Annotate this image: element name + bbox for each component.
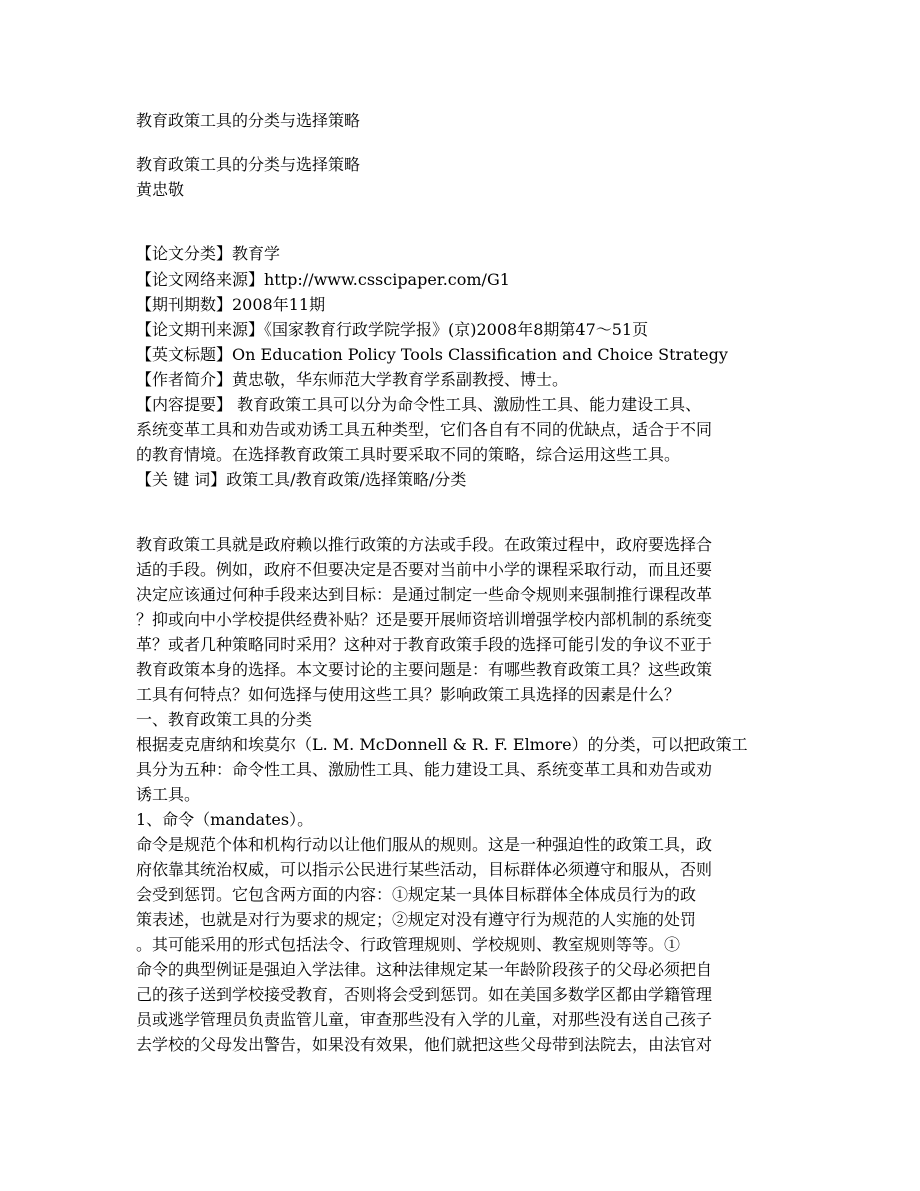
meta-abstract-line: 的教育情境。在选择教育政策工具时要采取不同的策略，综合运用这些工具。 [136,445,681,464]
meta-keywords: 【关 键 词】政策工具/教育政策/选择策略/分类 [136,470,467,489]
meta-abstract-line: 【内容提要】 教育政策工具可以分为命令性工具、激励性工具、能力建设工具、 [136,395,702,414]
body-line: 己的孩子送到学校接受教育，否则将会受到惩罚。如在美国多数学区都由学籍管理 [136,985,713,1004]
document-title: 教育政策工具的分类与选择策略 [136,111,361,130]
meta-english-title: 【英文标题】On Education Policy Tools Classification and Choice Strategy [136,345,728,364]
body-line: 去学校的父母发出警告，如果没有效果，他们就把这些父母带到法院去，由法官对 [136,1035,713,1054]
meta-abstract-line: 系统变革工具和劝告或劝诱工具五种类型，它们各自有不同的优缺点，适合于不同 [136,420,713,439]
body-line: 。其可能采用的形式包括法令、行政管理规则、学校规则、教室规则等等。① [136,935,681,954]
meta-category: 【论文分类】教育学 [136,244,281,263]
body-line: 教育政策本身的选择。本文要讨论的主要问题是：有哪些教育政策工具？这些政策 [136,660,713,679]
body-line: 革？或者几种策略同时采用？这种对于教育政策手段的选择可能引发的争议不亚于 [136,635,713,654]
section-heading: 一、教育政策工具的分类 [136,710,313,729]
body-line: 诱工具。 [136,785,201,804]
subsection-heading: 1、命令（mandates）。 [136,810,314,829]
meta-journal: 【论文期刊来源】《国家教育行政学院学报》(京)2008年8期第47～51页 [136,320,649,339]
meta-issue: 【期刊期数】2008年11期 [136,295,326,314]
article-title: 教育政策工具的分类与选择策略 [136,155,361,174]
body-line: 教育政策工具就是政府赖以推行政策的方法或手段。在政策过程中，政府要选择合 [136,535,713,554]
body-line: 策表述，也就是对行为要求的规定；②规定对没有遵守行为规范的人实施的处罚 [136,910,697,929]
body-line: 会受到惩罚。它包含两方面的内容：①规定某一具体目标群体全体成员行为的政 [136,885,697,904]
author-name: 黄忠敬 [136,180,185,199]
body-line: 府依靠其统治权威，可以指示公民进行某些活动，目标群体必须遵守和服从，否则 [136,860,713,879]
meta-source-url: 【论文网络来源】http://www.csscipaper.com/G1 [136,270,510,289]
body-line: 工具有何特点？如何选择与使用这些工具？影响政策工具选择的因素是什么？ [136,685,681,704]
body-line: 命令的典型例证是强迫入学法律。这种法律规定某一年龄阶段孩子的父母必须把自 [136,960,713,979]
body-line: 具分为五种：命令性工具、激励性工具、能力建设工具、系统变革工具和劝告或劝 [136,760,713,779]
body-line: ？抑或向中小学校提供经费补贴？还是要开展师资培训增强学校内部机制的系统变 [136,610,713,629]
meta-author-bio: 【作者简介】黄忠敬，华东师范大学教育学系副教授、博士。 [136,370,569,389]
body-line: 员或逃学管理员负责监管儿童，审查那些没有入学的儿童，对那些没有送自己孩子 [136,1010,713,1029]
body-line: 决定应该通过何种手段来达到目标：是通过制定一些命令规则来强制推行课程改革 [136,585,713,604]
body-line: 根据麦克唐纳和埃莫尔（L. M. McDonnell & R. F. Elmore）的分类，可以把政策工 [136,735,748,754]
body-line: 适的手段。例如，政府不但要决定是否要对当前中小学的课程采取行动，而且还要 [136,560,713,579]
body-line: 命令是规范个体和机构行动以让他们服从的规则。这是一种强迫性的政策工具，政 [136,835,713,854]
